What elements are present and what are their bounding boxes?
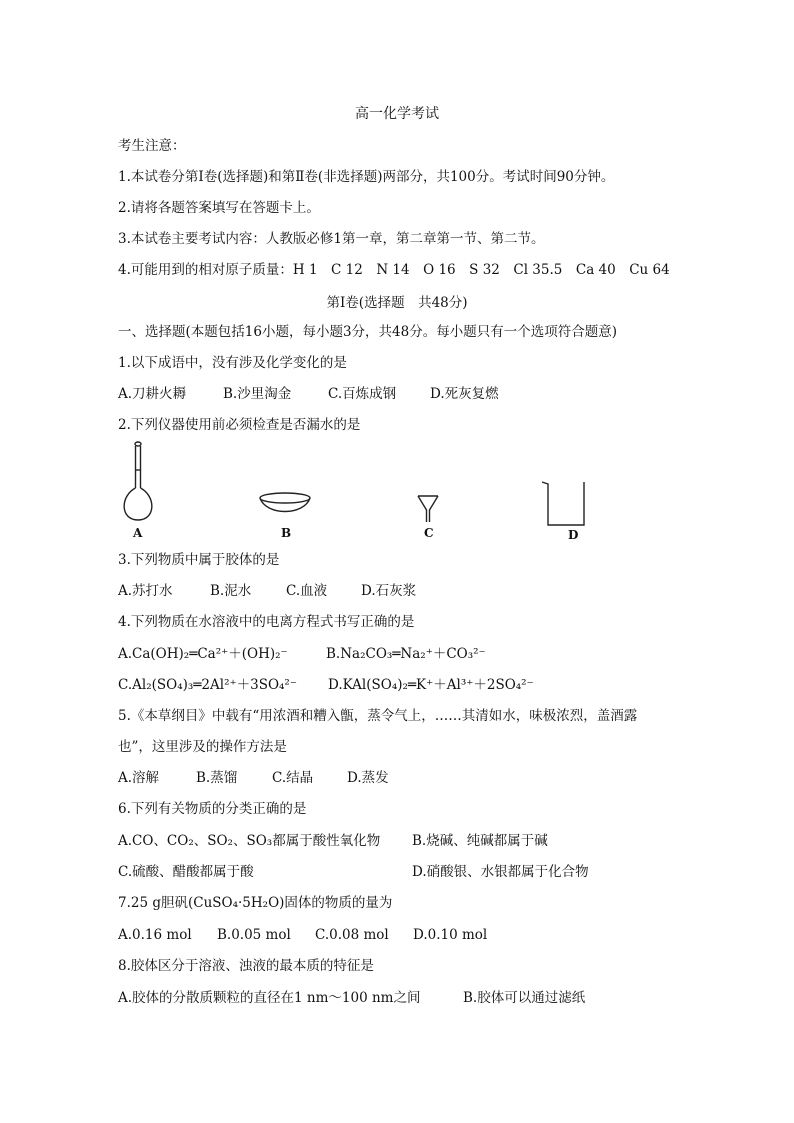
question-6-stem: 6.下列有关物质的分类正确的是 <box>118 801 307 817</box>
notice-item-4: 4.可能用到的相对原子质量：H 1 C 12 N 14 O 16 S 32 Cl 35.5 Ca 40 Cu 64 <box>118 262 670 278</box>
evaporating-dish-icon <box>260 493 310 512</box>
apparatus-label-c: C <box>424 526 434 540</box>
apparatus-figure <box>118 440 638 545</box>
question-4-options-row1 <box>118 645 678 663</box>
option-b: B.沙里淘金 <box>223 386 292 402</box>
apparatus-label-d: D <box>568 528 579 542</box>
section-title: 第Ⅰ卷(选择题 共48分) <box>326 295 468 311</box>
question-5-stem-line1: 5.《本草纲目》中载有“用浓酒和糟入甑，蒸令气上，……其清如水，味极浓烈，盖酒露 <box>118 708 638 724</box>
option-b: B.胶体可以通过滤纸 <box>463 990 586 1006</box>
option-a: A.苏打水 <box>118 583 173 599</box>
option-c: C.百炼成钢 <box>328 386 397 402</box>
apparatus-label-b: B <box>281 526 292 540</box>
question-4-stem: 4.下列物质在水溶液中的电离方程式书写正确的是 <box>118 614 415 630</box>
option-d: D.死灰复燃 <box>430 386 499 402</box>
question-5-options <box>118 769 678 787</box>
question-1-options <box>118 385 678 403</box>
question-2-stem: 2.下列仪器使用前必须检查是否漏水的是 <box>118 417 361 433</box>
option-a: A.胶体的分散质颗粒的直径在1 nm～100 nm之间 <box>118 990 421 1006</box>
option-d: D.KAl(SO₄)₂═K⁺＋Al³⁺＋2SO₄²⁻ <box>328 677 534 693</box>
question-8-options <box>118 989 678 1007</box>
volumetric-flask-icon <box>124 442 152 520</box>
option-d: D.0.10 mol <box>413 927 488 943</box>
question-1-stem: 1.以下成语中，没有涉及化学变化的是 <box>118 355 347 371</box>
question-6-options-row2 <box>118 863 678 881</box>
option-c: C.硫酸、醋酸都属于酸 <box>118 864 254 880</box>
question-3-stem: 3.下列物质中属于胶体的是 <box>118 552 280 568</box>
option-d: D.硝酸银、水银都属于化合物 <box>412 864 589 880</box>
funnel-icon <box>418 496 438 522</box>
option-a: A.0.16 mol <box>118 927 192 943</box>
option-b: B.泥水 <box>210 583 252 599</box>
question-5-stem-line2: 也”，这里涉及的操作方法是 <box>118 739 287 755</box>
notice-header: 考生注意： <box>118 138 186 154</box>
option-b: B.Na₂CO₃═Na₂⁺＋CO₃²⁻ <box>326 646 486 662</box>
option-a: A.Ca(OH)₂═Ca²⁺＋(OH)₂⁻ <box>118 646 288 662</box>
notice-item-1: 1.本试卷分第Ⅰ卷(选择题)和第Ⅱ卷(非选择题)两部分，共100分。考试时间90分钟。 <box>118 169 615 185</box>
option-c: C.结晶 <box>272 770 314 786</box>
question-4-options-row2 <box>118 676 678 694</box>
option-c: C.血液 <box>286 583 328 599</box>
option-b: B.0.05 mol <box>217 927 291 943</box>
part-instruction: 一、选择题(本题包括16小题，每小题3分，共48分。每小题只有一个选项符合题意) <box>118 324 617 340</box>
notice-item-3: 3.本试卷主要考试内容：人教版必修1第一章，第二章第一节、第二节。 <box>118 231 545 247</box>
question-7-stem: 7.25 g胆矾(CuSO₄·5H₂O)固体的物质的量为 <box>118 895 393 911</box>
exam-title: 高一化学考试 <box>355 106 439 122</box>
option-c: C.Al₂(SO₄)₃═2Al²⁺＋3SO₄²⁻ <box>118 677 297 693</box>
apparatus-drawings <box>118 440 638 545</box>
question-7-options <box>118 926 678 944</box>
apparatus-label-a: A <box>133 526 143 540</box>
option-a: A.溶解 <box>118 770 160 786</box>
question-3-options <box>118 582 678 600</box>
question-8-stem: 8.胶体区分于溶液、浊液的最本质的特征是 <box>118 958 374 974</box>
question-6-options-row1 <box>118 832 678 850</box>
beaker-icon <box>542 482 584 525</box>
option-b: B.烧碱、纯碱都属于碱 <box>412 833 548 849</box>
notice-item-2: 2.请将各题答案填写在答题卡上。 <box>118 200 320 216</box>
option-a: A.刀耕火耨 <box>118 386 187 402</box>
option-b: B.蒸馏 <box>196 770 238 786</box>
option-c: C.0.08 mol <box>315 927 389 943</box>
option-d: D.蒸发 <box>347 770 389 786</box>
option-a: A.CO、CO₂、SO₂、SO₃都属于酸性氧化物 <box>118 833 381 849</box>
option-d: D.石灰浆 <box>361 583 417 599</box>
